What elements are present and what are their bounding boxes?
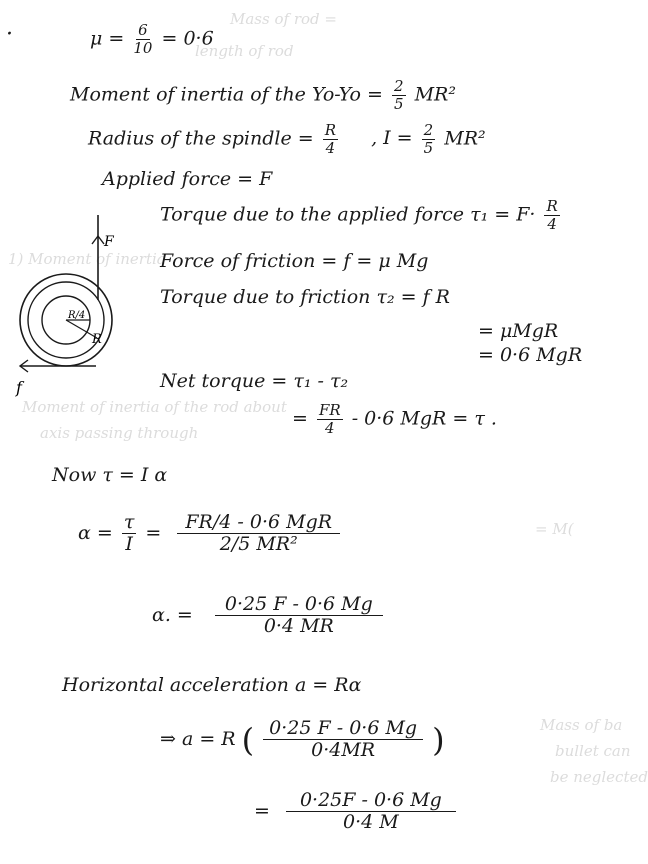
line-a-final <box>254 790 459 834</box>
torque-applied-text: Torque due to the applied force τ₁ = F· <box>160 203 536 226</box>
line-horizontal-acceleration <box>62 676 361 695</box>
inertia-sep: , I = <box>371 127 413 150</box>
alpha2-num: 0·25 F - 0·6 Mg <box>215 594 383 616</box>
a-final-num: 0·25F - 0·6 Mg <box>286 790 456 812</box>
line-friction-force <box>160 252 428 271</box>
friction-torque-text-2: = μMgR <box>478 320 559 342</box>
net-den: 4 <box>325 418 335 437</box>
spindle-fraction <box>323 122 338 157</box>
now-text: Now τ = I α <box>52 464 168 486</box>
alpha-fraction-2 <box>177 512 340 556</box>
radius-label: R <box>92 332 102 347</box>
ghost-text: length of rod <box>195 42 294 60</box>
margin-dot: · <box>6 22 13 47</box>
alpha2-lhs: α. = <box>152 603 193 626</box>
line-alpha <box>78 512 343 556</box>
ghost-text: Moment of inertia of the rod about <box>22 398 287 416</box>
spindle-den: 4 <box>325 138 336 157</box>
net-rest: - 0·6 MgR = τ . <box>351 407 497 430</box>
paren-close: ) <box>432 720 445 759</box>
friction-torque-text-3: = 0·6 MgR <box>478 344 583 366</box>
net-torque-text: Net torque = τ₁ - τ₂ <box>160 370 349 392</box>
torque-applied-den: 4 <box>547 214 557 233</box>
line-friction-torque-2 <box>478 322 558 341</box>
alpha-num-1: τ <box>123 511 135 533</box>
spindle-label: R/4 <box>68 310 86 321</box>
inertia-den: 5 <box>423 138 434 157</box>
alpha-eq: = <box>145 521 162 544</box>
line-net-torque-expr <box>292 402 497 437</box>
alpha2-den: 0·4 MR <box>263 614 334 637</box>
line-spindle-radius <box>88 122 486 157</box>
a-lhs: ⇒ a = R <box>160 727 236 750</box>
a-final-fraction <box>286 790 456 834</box>
net-num: FR <box>318 401 341 419</box>
moi-den: 5 <box>393 94 404 113</box>
moi-fraction <box>392 78 406 113</box>
ghost-text: = M( <box>535 520 574 538</box>
force-label: F <box>104 234 114 250</box>
horizontal-acc-text: Horizontal acceleration a = Rα <box>62 674 362 696</box>
moi-text: Moment of inertia of the Yo-Yo = <box>70 83 383 106</box>
mu-label: μ = <box>90 27 125 50</box>
paren-open: ( <box>241 720 255 759</box>
mu-den: 10 <box>133 38 153 57</box>
a-den: 0·4MR <box>311 738 376 761</box>
line-friction-torque-3 <box>478 346 582 365</box>
inertia-tail: MR² <box>444 127 486 150</box>
mu-value: = 0·6 <box>161 27 214 50</box>
ghost-text: Mass of rod = <box>230 10 337 28</box>
torque-applied-num: R <box>546 197 558 215</box>
line-applied-force <box>102 170 272 189</box>
ghost-text: be neglected <box>550 768 648 786</box>
line-friction-torque <box>160 288 450 307</box>
line-mu <box>90 22 214 57</box>
alpha-fraction-1 <box>122 512 137 556</box>
spindle-text: Radius of the spindle = <box>88 127 314 150</box>
line-alpha-simplified <box>152 594 386 638</box>
friction-label: f <box>16 378 22 397</box>
line-moment-of-inertia <box>70 78 456 113</box>
a-final-lhs: = <box>254 799 270 822</box>
line-net-torque <box>160 372 348 391</box>
a-num: 0·25 F - 0·6 Mg <box>263 718 423 740</box>
line-now <box>52 466 167 485</box>
applied-force-text: Applied force = F <box>102 168 273 190</box>
friction-force-text: Force of friction = f = μ Mg <box>160 250 429 272</box>
ghost-text: bullet can <box>555 742 631 760</box>
ghost-text: axis passing through <box>40 424 199 442</box>
alpha-lhs: α = <box>78 521 113 544</box>
alpha-num-2: FR/4 - 0·6 MgR <box>177 512 340 534</box>
ghost-text: Mass of ba <box>540 716 623 734</box>
alpha-den-2: 2/5 MR² <box>219 532 298 555</box>
yoyo-diagram <box>0 200 150 400</box>
mu-fraction <box>133 22 152 57</box>
alpha2-fraction <box>215 594 383 638</box>
mu-num: 6 <box>138 21 148 39</box>
net-eq: = <box>292 407 308 430</box>
inertia-num: 2 <box>423 121 434 139</box>
ghost-text: 1) Moment of inertia <box>8 250 166 268</box>
alpha-den-1: I <box>125 532 133 555</box>
spindle-num: R <box>324 121 337 139</box>
torque-applied-fraction <box>544 198 559 233</box>
moi-num: 2 <box>393 77 404 95</box>
line-a-expr <box>160 718 445 762</box>
a-fraction <box>263 718 423 762</box>
inertia-fraction <box>422 122 436 157</box>
a-final-den: 0·4 M <box>343 810 399 833</box>
friction-torque-text: Torque due to friction τ₂ = f R <box>160 286 450 308</box>
line-torque-applied <box>160 198 563 233</box>
moi-tail: MR² <box>414 83 456 106</box>
net-fraction <box>317 402 343 437</box>
